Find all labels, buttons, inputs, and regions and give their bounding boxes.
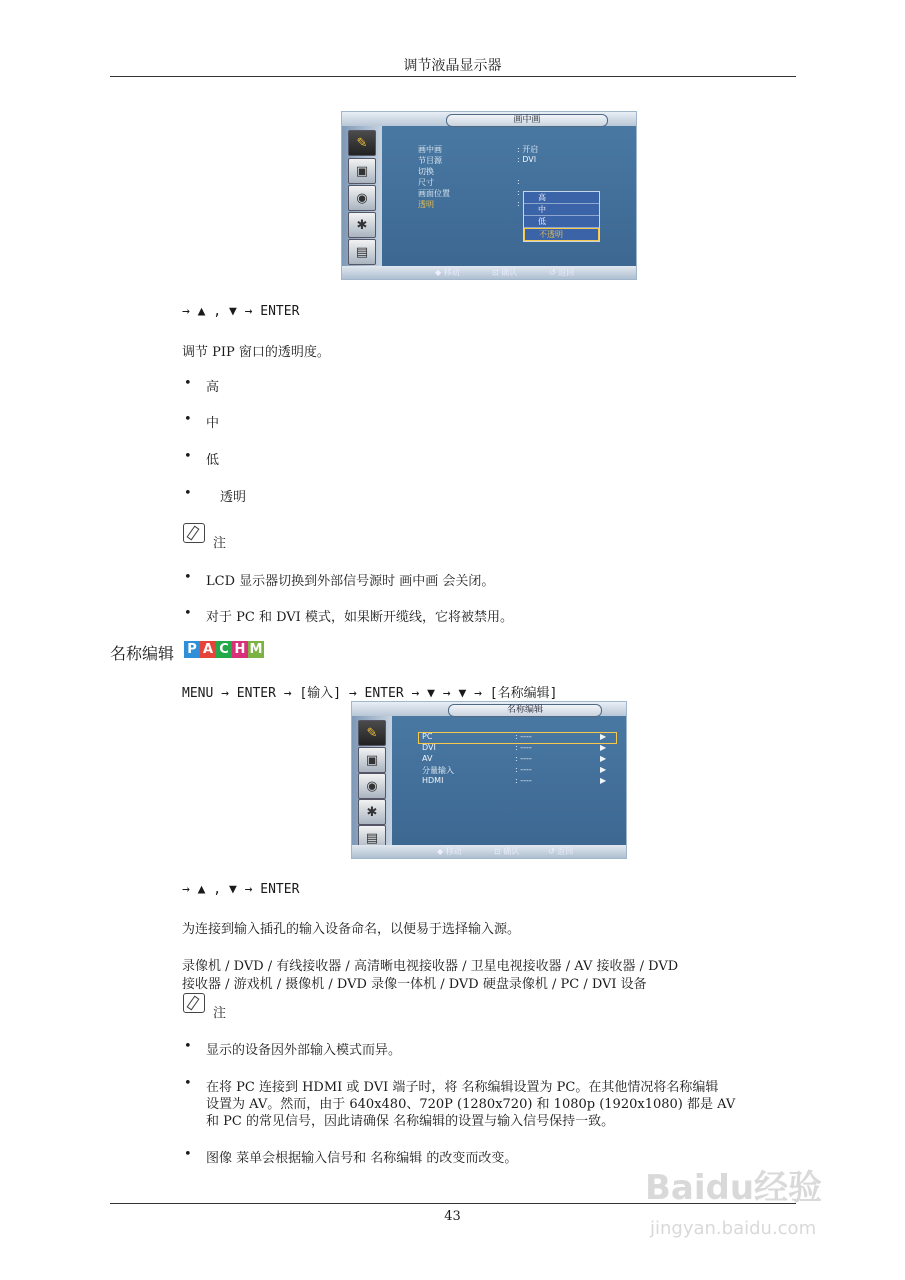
watermark-logo: Baidu经验 [645,1168,823,1208]
section-heading: 名称编辑 [110,644,175,663]
row-label-component: 分量输入 [422,766,454,775]
input-icon: ✎ [358,720,386,746]
picture-icon: ▣ [348,158,376,184]
osd-footer [342,266,636,279]
footer-move: ◆ 移动 [435,268,460,277]
note-label: 注 [213,1006,227,1021]
device-list-line: 录像机 / DVD / 有线接收器 / 高清晰电视接收器 / 卫星电视接收器 / AV 接收器 / DVD [182,959,679,974]
popup-option-opaque: 不透明 [524,228,599,241]
header-rule [110,76,796,77]
osd-name-edit-menu [351,701,627,859]
menu-value-transparency: : [517,199,520,208]
device-list-line: 接收器 / 游戏机 / 摄像机 / DVD 录像一体机 / DVD 硬盘录像机 / PC / DVI 设备 [182,977,647,992]
note-item: LCD 显示器切换到外部信号源时 画中画 会关闭。 [206,574,495,589]
osd-pip-menu [341,111,637,280]
menu-label-source: 节目源 [418,156,442,165]
setup-icon: ✱ [358,799,386,825]
bullet-dot: • [184,1076,192,1091]
menu-label-transparency: 透明 [418,200,434,209]
row-value: : ---- [515,743,532,752]
note-icon [183,523,205,543]
arrow-right-icon: ▶ [600,754,607,763]
osd-title: 画中画 [446,114,608,127]
badge-p: P [184,641,200,658]
row-label-hdmi: HDMI [422,776,444,785]
menu-path: MENU → ENTER → [输入] → ENTER → ▼ → ▼ → [名称编辑] [182,686,558,701]
page-number: 43 [444,1209,461,1224]
sound-icon: ◉ [348,185,376,211]
note-item: 对于 PC 和 DVI 模式，如果断开缆线，它将被禁用。 [206,610,513,625]
note-icon [183,993,205,1013]
multi-control-icon: ▤ [358,825,386,851]
note-item-line: 在将 PC 连接到 HDMI 或 DVI 端子时，将 名称编辑设置为 PC。在其他情况将名称编辑 [206,1080,719,1095]
bullet-dot: • [184,486,192,501]
option-low: 低 [206,453,220,468]
popup-option-low: 低 [524,216,599,228]
footer-return: ↺ 返回 [548,847,574,856]
bullet-dot: • [184,412,192,427]
bullet-dot: • [184,1147,192,1162]
note-item: 图像 菜单会根据输入信号和 名称编辑 的改变而改变。 [206,1151,518,1166]
arrow-right-icon: ▶ [600,743,607,752]
row-label-dvi: DVI [422,743,436,752]
osd-footer [352,845,626,858]
sound-icon: ◉ [358,773,386,799]
watermark-url: jingyan.baidu.com [650,1218,817,1239]
footer-enter: ⊡ 确认 [494,847,520,856]
osd-sidebar [352,716,392,846]
row-value: : ---- [515,754,532,763]
badge-c: C [216,641,232,658]
nav-instruction: → ▲ , ▼ → ENTER [182,304,300,319]
menu-value-position: : [517,188,520,197]
bullet-dot: • [184,376,192,391]
row-value: : ---- [515,765,532,774]
option-transparent: 透明 [220,490,247,505]
multi-control-icon: ▤ [348,239,376,265]
arrow-right-icon: ▶ [600,732,607,741]
section-description: 为连接到输入插孔的输入设备命名，以便易于选择输入源。 [182,922,521,937]
input-icon: ✎ [348,130,376,156]
picture-icon: ▣ [358,747,386,773]
row-label-pc: PC [422,732,433,741]
osd-sidebar [342,126,382,267]
note-item-line: 和 PC 的常见信号，因此请确保 名称编辑的设置与输入信号保持一致。 [206,1114,615,1129]
footer-enter: ⊡ 确认 [492,268,518,277]
note-label: 注 [213,536,227,551]
bullet-dot: • [184,1039,192,1054]
menu-value-size: : [517,177,520,186]
popup-option-high: 高 [524,192,599,204]
nav-instruction: → ▲ , ▼ → ENTER [182,882,300,897]
mode-badges [184,641,264,658]
bullet-dot: • [184,449,192,464]
row-value: : ---- [515,732,532,741]
section-description: 调节 PIP 窗口的透明度。 [182,345,330,360]
option-high: 高 [206,380,220,395]
osd-title: 名称编辑 [448,704,602,717]
menu-label-position: 画面位置 [418,189,450,198]
menu-label-swap: 切换 [418,167,434,176]
note-item-line: 设置为 AV。然而，由于 640x480、720P (1280x720) 和 1080p (1920x1080) 都是 AV [206,1097,736,1112]
bullet-dot: • [184,606,192,621]
badge-m: M [249,642,263,657]
setup-icon: ✱ [348,212,376,238]
footer-move: ◆ 移动 [437,847,462,856]
popup-option-medium: 中 [524,204,599,216]
transparency-popup [523,191,600,242]
arrow-right-icon: ▶ [600,765,607,774]
menu-label-pip: 画中画 [418,145,442,154]
page-header-title: 调节液晶显示器 [403,58,502,74]
option-medium: 中 [206,416,220,431]
menu-value-source: : DVI [517,155,537,164]
menu-value-pip: : 开启 [517,145,539,154]
footer-return: ↺ 返回 [549,268,575,277]
badge-h: H [232,641,248,658]
menu-label-size: 尺寸 [418,178,434,187]
badge-a: A [200,641,216,658]
bullet-dot: • [184,570,192,585]
row-label-av: AV [422,754,433,763]
row-value: : ---- [515,776,532,785]
note-item: 显示的设备因外部输入模式而异。 [206,1043,402,1058]
arrow-right-icon: ▶ [600,776,607,785]
